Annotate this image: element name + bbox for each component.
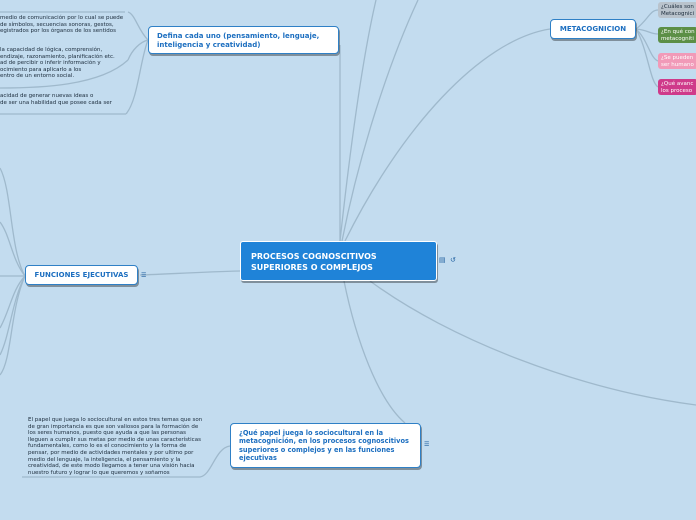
topic-funciones-ejecutivas[interactable]	[25, 265, 138, 285]
text-lenguaje[interactable]: medio de comunicación por lo cual se puede de símbolos, secuencias sonoras, gestos, egistrados por los órganos de los sentidos	[0, 15, 124, 35]
topic-defina[interactable]	[148, 26, 339, 54]
topic-defina-label: Defina cada uno (pensamiento, lenguaje, inteligencia y creatividad)	[157, 32, 320, 49]
topic-sociocultural-label: ¿Qué papel juega lo sociocultural en la metacognición, en los procesos cognoscitivos superiores o complejos y en las funciones ejecutivas	[239, 429, 409, 463]
notes-icon[interactable]: ▤	[439, 256, 446, 264]
central-topic-title: PROCESOS COGNOSCITIVOS SUPERIORES O COMPLEJOS	[251, 252, 377, 272]
topic-metacognicion-label: METACOGNICION	[559, 25, 627, 33]
notes-icon[interactable]: ☰	[141, 272, 147, 279]
text-sociocultural-answer[interactable]: El papel que juega lo sociocultural en estos tres temas que son de gran importancia es que son valiosos para la formación de los seres humanos, puesto que ayuda a que las personas lleguen a cumplir sus metas por medio de unas características fundamentales, como lo es el conocimiento y la forma de pensar, por medio de actividades mentales y por ultimo por medio del lenguaje, la inteligencia, el pensamiento y la creatividad, de este modo llegamos a tener una visión hacia nuestro futuro y lograr lo que queremos y soñamos	[28, 417, 203, 476]
meta-item-que-avanc[interactable]: ¿Qué avanc los proceso	[658, 79, 696, 95]
topic-funciones-label: FUNCIONES EJECUTIVAS	[34, 271, 129, 279]
meta-item-cuales[interactable]: ¿Cuáles son Metacognici	[658, 2, 696, 18]
meta-item-en-que[interactable]: ¿En qué con metacogniti	[658, 27, 696, 43]
text-inteligencia[interactable]: la capacidad de lógica, comprensión, endizaje, razonamiento, planificación etc. ad de percibir o inferir información y ocimiento para aplicarlo a los entro de un entorno social.	[0, 47, 115, 80]
topic-metacognicion[interactable]	[550, 19, 636, 39]
notes-icon[interactable]: ☰	[424, 441, 430, 448]
text-creatividad[interactable]: acidad de generar nuevas ideas o de ser una habilidad que posee cada ser	[0, 93, 112, 106]
link-icon[interactable]: ↺	[450, 256, 456, 264]
meta-item-se-pueden[interactable]: ¿Se pueden ser humano	[658, 53, 696, 69]
topic-sociocultural[interactable]	[230, 423, 421, 468]
central-topic[interactable]	[240, 241, 437, 281]
